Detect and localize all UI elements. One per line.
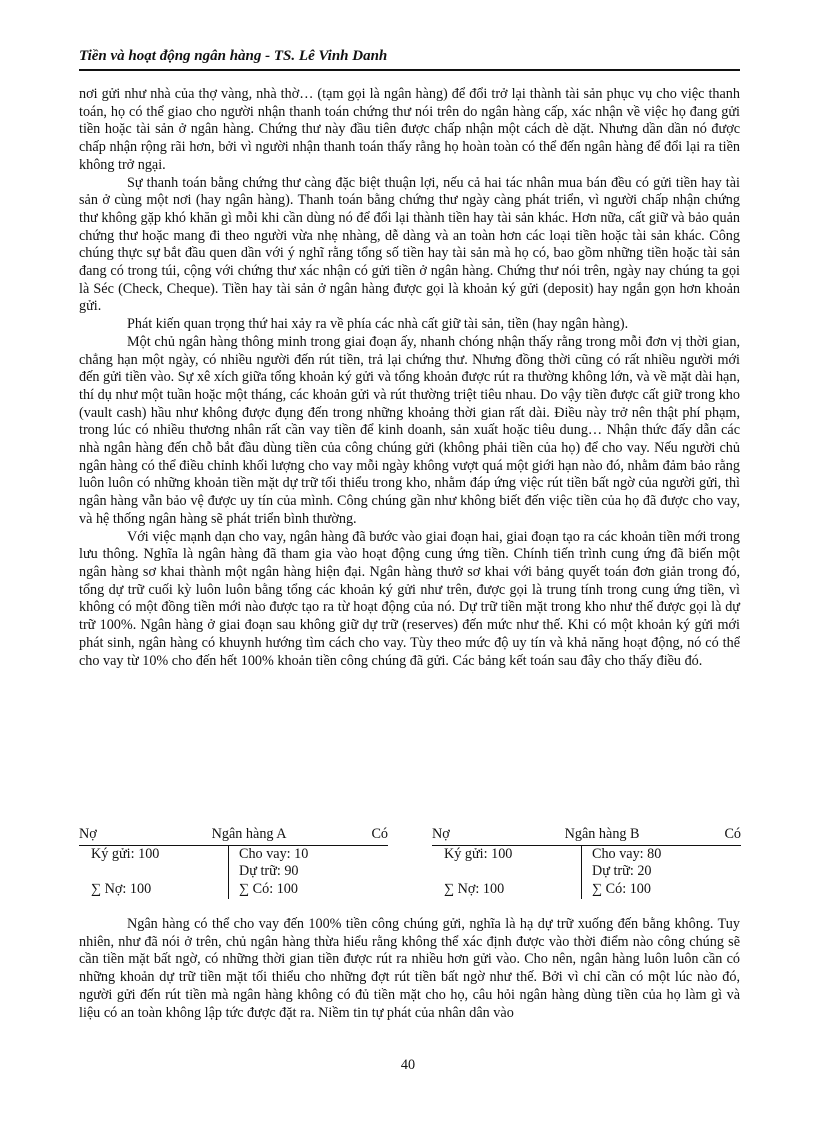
debit-column xyxy=(79,846,229,899)
main-text xyxy=(79,86,740,670)
paragraph-5: Với việc mạnh dạn cho vay, ngân hàng đã bước vào giai đoạn hai, giai đoạn tạo ra các khoản tiền mới trong lưu thông. Nghĩa là ngân hàng đã tham gia vào hoạt động cung ứng tiền. Chính tiến trình cung ứng đã biến một ngân hàng sơ khai thành một ngân hàng hiện đại. Ngân hàng thưở sơ khai với bảng quyết toán đơn giản trong đó, tổng dự trữ cuối kỳ luôn luôn bằng tổng các khoản ký gửi như trên, được gọi là trung tính trong cung ứng tiền, vì không có một đồng tiền mới nào được tạo ra từ hoạt động của nó. Dự trữ tiền mặt trong kho như thế được gọi là dự trữ 100%. Ngân hàng ở giai đoạn sau không giữ dự trữ (reserves) đến mức như thế. Khi có một khoản ký gửi mới phát sinh, ngân hàng có khuynh hướng tìm cách cho vay. Tùy theo mức độ uy tín và khả năng hoạt động, nó có thể cho vay từ 10% cho đến hết 100% khoản tiền công chúng đã gửi. Các bảng kết toán sau đây cho thấy điều đó. xyxy=(79,528,740,669)
debit-column xyxy=(432,846,582,899)
credit-label: Có xyxy=(724,826,741,842)
credit-total: ∑ Có: 100 xyxy=(592,881,651,898)
credit-entry: Dự trữ: 20 xyxy=(592,863,652,880)
debit-entry xyxy=(444,863,581,881)
credit-total: ∑ Có: 100 xyxy=(239,881,298,898)
ledger-header xyxy=(432,826,741,846)
debit-label: Nợ xyxy=(432,826,450,842)
debit-total: ∑ Nợ: 100 xyxy=(444,881,505,898)
debit-entry: Ký gửi: 100 xyxy=(444,845,513,862)
paragraph-1: nơi gửi như nhà của thợ vàng, nhà thờ… (tạm gọi là ngân hàng) để đổi trở lại thành tài sản phục vụ cho việc thanh toán, họ có thể giao cho người nhận thanh toán chứng thư nói trên do ngân hàng cấp, xác nhận về việc họ đang gửi tiền hoặc tài sản ở ngân hàng. Chứng thư này đầu tiên được chấp nhận một cách dè dặt. Nhưng dần dần nó được chấp nhận rộng rãi hơn, bởi vì người nhận thanh toán thấy rằng họ hoàn toàn có thể đến ngân hàng để đổi lại ra tiền không trở ngại. xyxy=(79,86,740,173)
ledger-title: Ngân hàng A xyxy=(211,826,287,842)
credit-label: Có xyxy=(371,826,388,842)
credit-column xyxy=(229,846,388,899)
running-header xyxy=(79,46,740,71)
header-title: Tiền và hoạt động ngân hàng - TS. Lê Vinh Danh xyxy=(79,48,388,64)
credit-column xyxy=(582,846,741,899)
t-account-tables xyxy=(79,826,741,899)
page-number: 40 xyxy=(400,1057,416,1073)
credit-entry: Dự trữ: 90 xyxy=(239,863,299,880)
ledger-title: Ngân hàng B xyxy=(564,826,640,842)
debit-label: Nợ xyxy=(79,826,97,842)
ledger-body xyxy=(432,846,741,899)
debit-entry: Ký gửi: 100 xyxy=(91,845,160,862)
credit-entry: Cho vay: 80 xyxy=(592,845,662,862)
credit-entry: Cho vay: 10 xyxy=(239,845,309,862)
paragraph-6: Ngân hàng có thể cho vay đến 100% tiền công chúng gửi, nghĩa là hạ dự trữ xuống đến bằng không. Tuy nhiên, như đã nói ở trên, chủ ngân hàng thừa hiểu rằng không thể xác định được vào thời điểm nào công chúng sẽ cần tiền mặt bất ngờ, có những thời gian tiền được rút ra nhiều hơn gửi vào. Cho nên, ngân hàng luôn luôn cần có những khoản dự trữ tiền mặt tối thiểu cho những đợt rút tiền bất ngờ như thế. Bởi vì chỉ cần có một lúc nào đó, người gửi đến rút tiền mà ngân hàng không có đủ tiền mặt cho họ, câu hỏi ngân hàng dùng tiền của họ làm gì và liệu có an toàn không lập tức được đặt ra. Niềm tin tự phát của nhân dân vào xyxy=(79,916,740,1021)
ledger-bank-b xyxy=(432,826,741,899)
debit-total: ∑ Nợ: 100 xyxy=(91,881,152,898)
paragraph-3: Phát kiến quan trọng thứ hai xảy ra về phía các nhà cất giữ tài sản, tiền (hay ngân hàng). xyxy=(127,316,629,333)
ledger-bank-a xyxy=(79,826,388,899)
debit-entry xyxy=(91,863,228,881)
continuation-text xyxy=(79,916,740,1022)
ledger-header xyxy=(79,826,388,846)
ledger-body xyxy=(79,846,388,899)
paragraph-2: Sự thanh toán bằng chứng thư càng đặc biệt thuận lợi, nếu cả hai tác nhân mua bán đều có gửi tiền hay tài sản ở cùng một nơi (hay ngân hàng). Thanh toán bằng chứng thư ngày càng phát triển, vì người chấp nhận chứng thư không gặp khó khăn gì mỗi khi cần dùng nó để đổi lại thành tiền hay tài sản khác. Hơn nữa, cất giữ và bảo quản chứng thư hoặc mang đi theo người vừa nhẹ nhàng, dễ dàng và an toàn hơn các loại tiền hoặc tài sản khác. Công chúng thực sự bắt đầu quen dần với ý nghĩ rằng tổng số tiền hay tài sản mà họ có, bao gồm những tiền hoặc tài sản đang có trong túi, cộng với chứng thư xác nhận có gửi tiền ở ngân hàng. Chứng thư nói trên, ngày nay chúng ta gọi là Séc (Check, Cheque). Tiền hay tài sản ở ngân hàng được gọi là khoản ký gửi (deposit) hay ngắn gọn hơn khoản gửi. xyxy=(79,174,740,315)
paragraph-4: Một chủ ngân hàng thông minh trong giai đoạn ấy, nhanh chóng nhận thấy rằng trong mỗi đơn vị thời gian, chẳng hạn một ngày, có nhiều người đến rút tiền, trả lại chứng thư. Nhưng đồng thời cũng có rất nhiều người mới đến gửi tiền vào. Sự xê xích giữa tổng khoản ký gửi và tổng khoản được rút ra thường không lớn, và về mặt dài hạn, thí dụ như một tuần hoặc một tháng, các khoản gửi và rút thường triệt tiêu nhau. Do vậy tiền được cất giữ trong kho (vault cash) hầu như không được đụng đến trong những khoảng thời gian rất dài. Điều này trở nên thật phí phạm, trong lúc có nhiều thương nhân rất cần vay tiền để kinh doanh, sản xuất hoặc tiêu dung… Nhận thức đấy dẫn các nhà ngân hàng đến chỗ bắt đầu dùng tiền của công chúng gửi (không phải tiền của họ) để cho vay. Nếu người chủ ngân hàng có thể điều chỉnh khối lượng cho vay mỗi ngày không vượt quá một giới hạn nào đó, nhằm đảm bảo rằng luôn luôn có những khoản tiền mặt dự trữ tối thiểu trong kho, nhằm đáp ứng việc rút tiền bất ngờ của người gửi, thì ngân hàng vẫn bảo vệ được uy tín của mình. Công chúng gần như không biết đến việc tiền của họ đã được cho vay, và hệ thống ngân hàng sẽ phát triển bình thường. xyxy=(79,333,740,527)
